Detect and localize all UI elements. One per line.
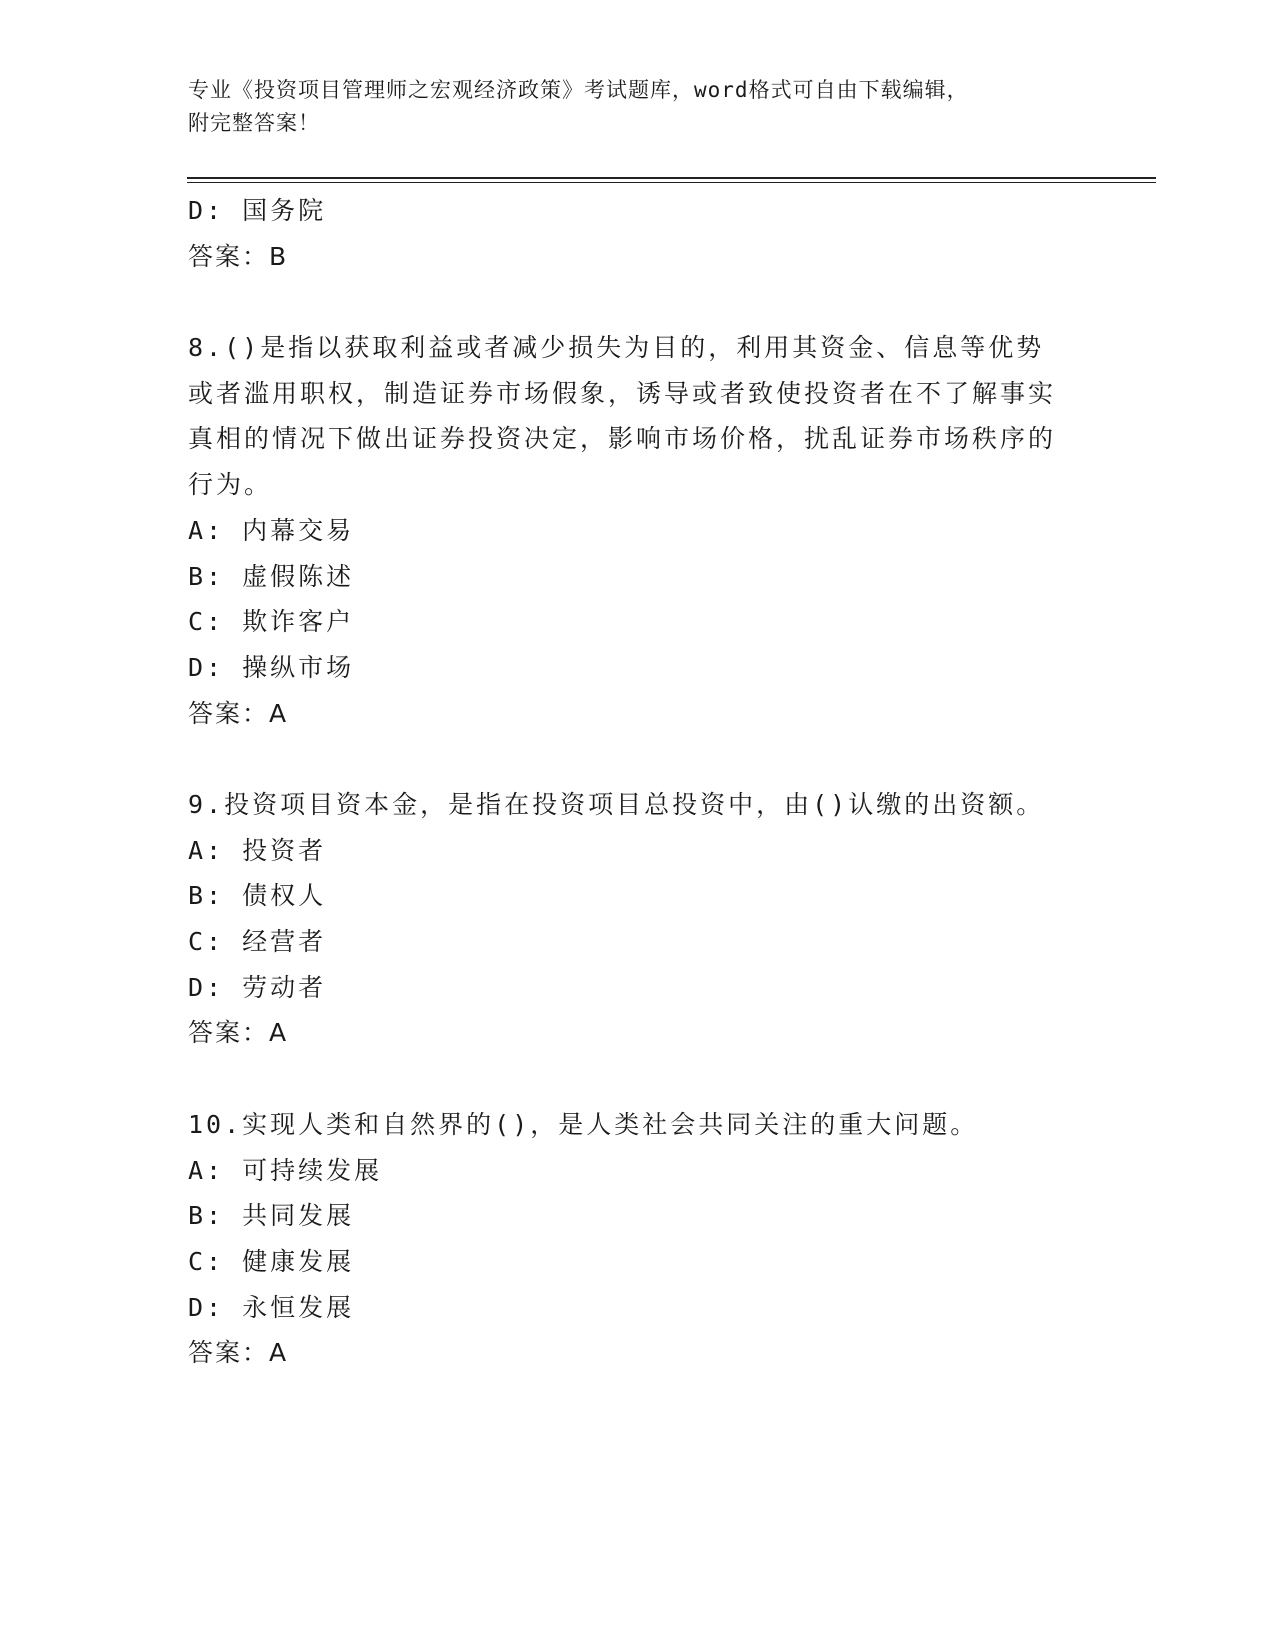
- header-divider-thin: [187, 182, 1156, 183]
- question-10: [188, 1102, 1088, 1376]
- carryover-answer: 答案：B: [188, 241, 289, 271]
- question-10-option-a: A: 可持续发展: [188, 1155, 383, 1185]
- question-9-stem: 9.投资项目资本金，是指在投资项目总投资中，由()认缴的出资额。: [188, 790, 1045, 819]
- spacer: [188, 736, 1088, 782]
- question-9: [188, 782, 1088, 1056]
- question-10-answer: 答案：A: [188, 1338, 289, 1368]
- question-8-option-d: D: 操纵市场: [188, 652, 355, 682]
- question-8-option-a: A: 内幕交易: [188, 515, 355, 545]
- question-9-answer: 答案：A: [188, 1018, 289, 1048]
- question-10-option-d: D: 永恒发展: [188, 1292, 355, 1322]
- header-line-1: 专业《投资项目管理师之宏观经济政策》考试题库，word格式可自由下载编辑，: [188, 78, 969, 102]
- question-9-option-c: C: 经营者: [188, 927, 327, 957]
- question-8-answer: 答案：A: [188, 698, 289, 728]
- document-header: [188, 74, 1068, 140]
- question-9-option-b: B: 债权人: [188, 881, 327, 911]
- spacer: [188, 279, 1088, 325]
- spacer: [188, 1056, 1088, 1102]
- question-9-option-a: A: 投资者: [188, 835, 327, 865]
- question-9-option-d: D: 劳动者: [188, 972, 327, 1002]
- header-divider-thick: [187, 177, 1156, 179]
- question-8-option-b: B: 虚假陈述: [188, 561, 355, 591]
- question-10-stem: 10.实现人类和自然界的()，是人类社会共同关注的重大问题。: [188, 1109, 979, 1139]
- question-10-option-b: B: 共同发展: [188, 1201, 355, 1231]
- question-list: [188, 188, 1088, 1376]
- question-8-stem: 8.()是指以获取利益或者减少损失为目的，利用其资金、信息等优势或者滥用职权，制造证券市场假象，诱导或者致使投资者在不了解事实真相的情况下做出证券投资决定，影响市场价格，扰乱证券市场秩序的行为。: [188, 333, 1057, 500]
- header-line-2: 附完整答案！: [188, 111, 320, 135]
- question-10-option-c: C: 健康发展: [188, 1246, 355, 1276]
- question-8-option-c: C: 欺诈客户: [188, 607, 355, 637]
- question-8: [188, 325, 1088, 736]
- carryover-option-d: D: 国务院: [188, 196, 327, 225]
